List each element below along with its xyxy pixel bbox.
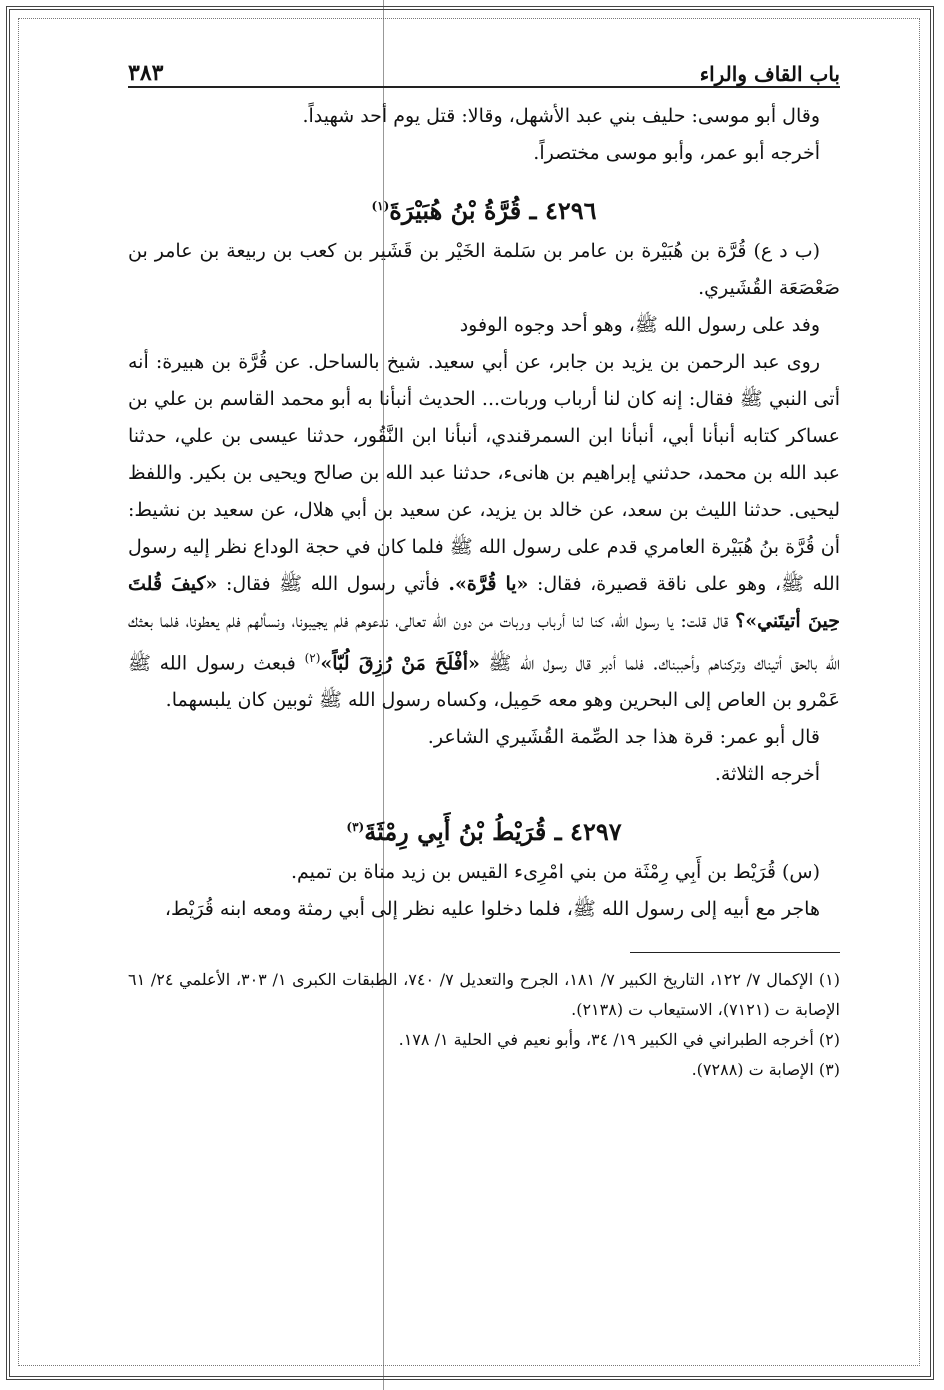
quote: «يا قُرَّة». xyxy=(448,573,529,595)
text-run: فبعث رسول الله ﷺ عَمْرو بن العاص إلى البحرين وهو معه حَمِيل، وكساه رسول الله ﷺ ثوبين كان يلبسهما. xyxy=(128,652,840,712)
footnote-ref: (٣) xyxy=(346,820,365,835)
intro-line-2: أخرجه أبو عمر، وأبو موسى مختصراً. xyxy=(533,142,820,164)
paragraph: (س) قُرَيْط بن أَبِي رِمْثَة من بني امْرِىء القيس بن زيد مناة بن تميم. xyxy=(290,861,820,884)
quote: «أفْلَحَ مَنْ رُزِقَ لُبّاً» xyxy=(320,652,480,675)
entry-title-text: ٤٢٩٦ ـ قُرَّةُ بْنُ هُبَيْرَةَ xyxy=(389,196,597,225)
footnote-3: (٣) الإصابة ت (٧٢٨٨). xyxy=(691,1060,840,1080)
footnote-1: (١) الإكمال ٧/ ١٢٢، التاريخ الكبير ٧/ ١٨١، الجرح والتعديل ٧/ ٧٤٠، الطبقات الكبرى ١/ ٣٠٣، الأعلمي ٢٤/ ٦١ الإصابة ت (٧١٢١)، الاستيعاب ت (٢١٣٨). xyxy=(128,970,841,1020)
page-number: ٣٨٣ xyxy=(128,60,164,86)
running-header xyxy=(128,50,840,88)
paragraph: أخرجه الثلاثة. xyxy=(714,763,820,786)
paragraph: قال أبو عمر: قرة هذا جد الصِّمة القُشَيري الشاعر. xyxy=(427,726,820,749)
footnote-ref: (١) xyxy=(371,199,390,213)
intro-line-1: وقال أبو موسى: حليف بني عبد الأشهل، وقالا: قتل يوم أحد شهيداً. xyxy=(302,105,820,127)
text-run: فأتي رسول الله ﷺ فقال: xyxy=(225,573,440,595)
footnotes xyxy=(128,965,840,1085)
book-page xyxy=(128,50,840,1085)
paragraph: هاجر مع أبيه إلى رسول الله ﷺ، فلما دخلوا عليه نظر إلى أبي رمثة ومعه ابنه قُرَيْط، xyxy=(164,898,820,921)
footnote-2: (٢) أخرجه الطبراني في الكبير ١٩/ ٣٤، وأبو نعيم في الحلية ١/ ١٧٨. xyxy=(398,1030,840,1050)
entry-heading-4297 xyxy=(128,817,840,846)
paragraph: (ب د ع) قُرَّة بن هُبَيْرة بن عامر بن سَلمة الخَيْر بن قَشَير بن كعب بن ربيعة بن عامر بن صَعْصَعَة القُشَيري. xyxy=(128,240,840,299)
footnote-separator xyxy=(630,952,840,953)
quote: «كيفَ قُلتَ حِينَ أتيتَني»؟ xyxy=(128,573,840,632)
text-run: قال قلت: يا رسول الله، كنا لنا أرباب وربات من دون الله تعالى، ندعوهم فلم يجيبونا، ونسألهم فلم يعطونا، فلما بعثك الله بالحق أتيناك وتركناهم وأحببناك. فلما أدبر قال رسول الله ﷺ xyxy=(128,610,840,675)
entry-title-text: ٤٢٩٧ ـ قُرَيْطُ بْنُ أَبِي رِمْثَةَ xyxy=(364,817,622,847)
text-run: روى عبد الرحمن بن يزيد بن جابر، عن أبي سعيد. شيخ بالساحل. عن قُرَّة بن هبيرة: أنه أتى النبي ﷺ فقال: إنه كان لنا أرباب وربات... الحديث أنبأنا به أبو محمد القاسم بن علي بن عساكر كتابه أنبأنا أبي، أنبأنا ابن السمرقندي، أنبأنا ابن النَّقُور، حدثنا عيسى بن علي، حدثنا عبد الله بن محمد، حدثني إبراهيم بن هانىء، حدثنا عبد الله بن صالح ويحيى بن بكير. واللفظ ليحيى. حدثنا الليث بن سعد، عن خالد بن يزيد، عن سعيد بن أبي هلال، عن سعيد بن نشيط: أن قُرَّة بنُ هُبَيْرة العامري قدم على رسول الله ﷺ فلما كان في حجة الوداع نظر إليه رسول الله ﷺ، وهو على ناقة قصيرة، فقال: xyxy=(128,351,840,595)
hadith-paragraph xyxy=(128,344,840,719)
paragraph: وفد على رسول الله ﷺ، وهو أحد وجوه الوفود xyxy=(459,314,820,336)
entry-heading-4296 xyxy=(128,196,840,225)
chapter-title: باب القاف والراء xyxy=(699,62,840,86)
footnote-ref: (٢) xyxy=(304,651,321,665)
